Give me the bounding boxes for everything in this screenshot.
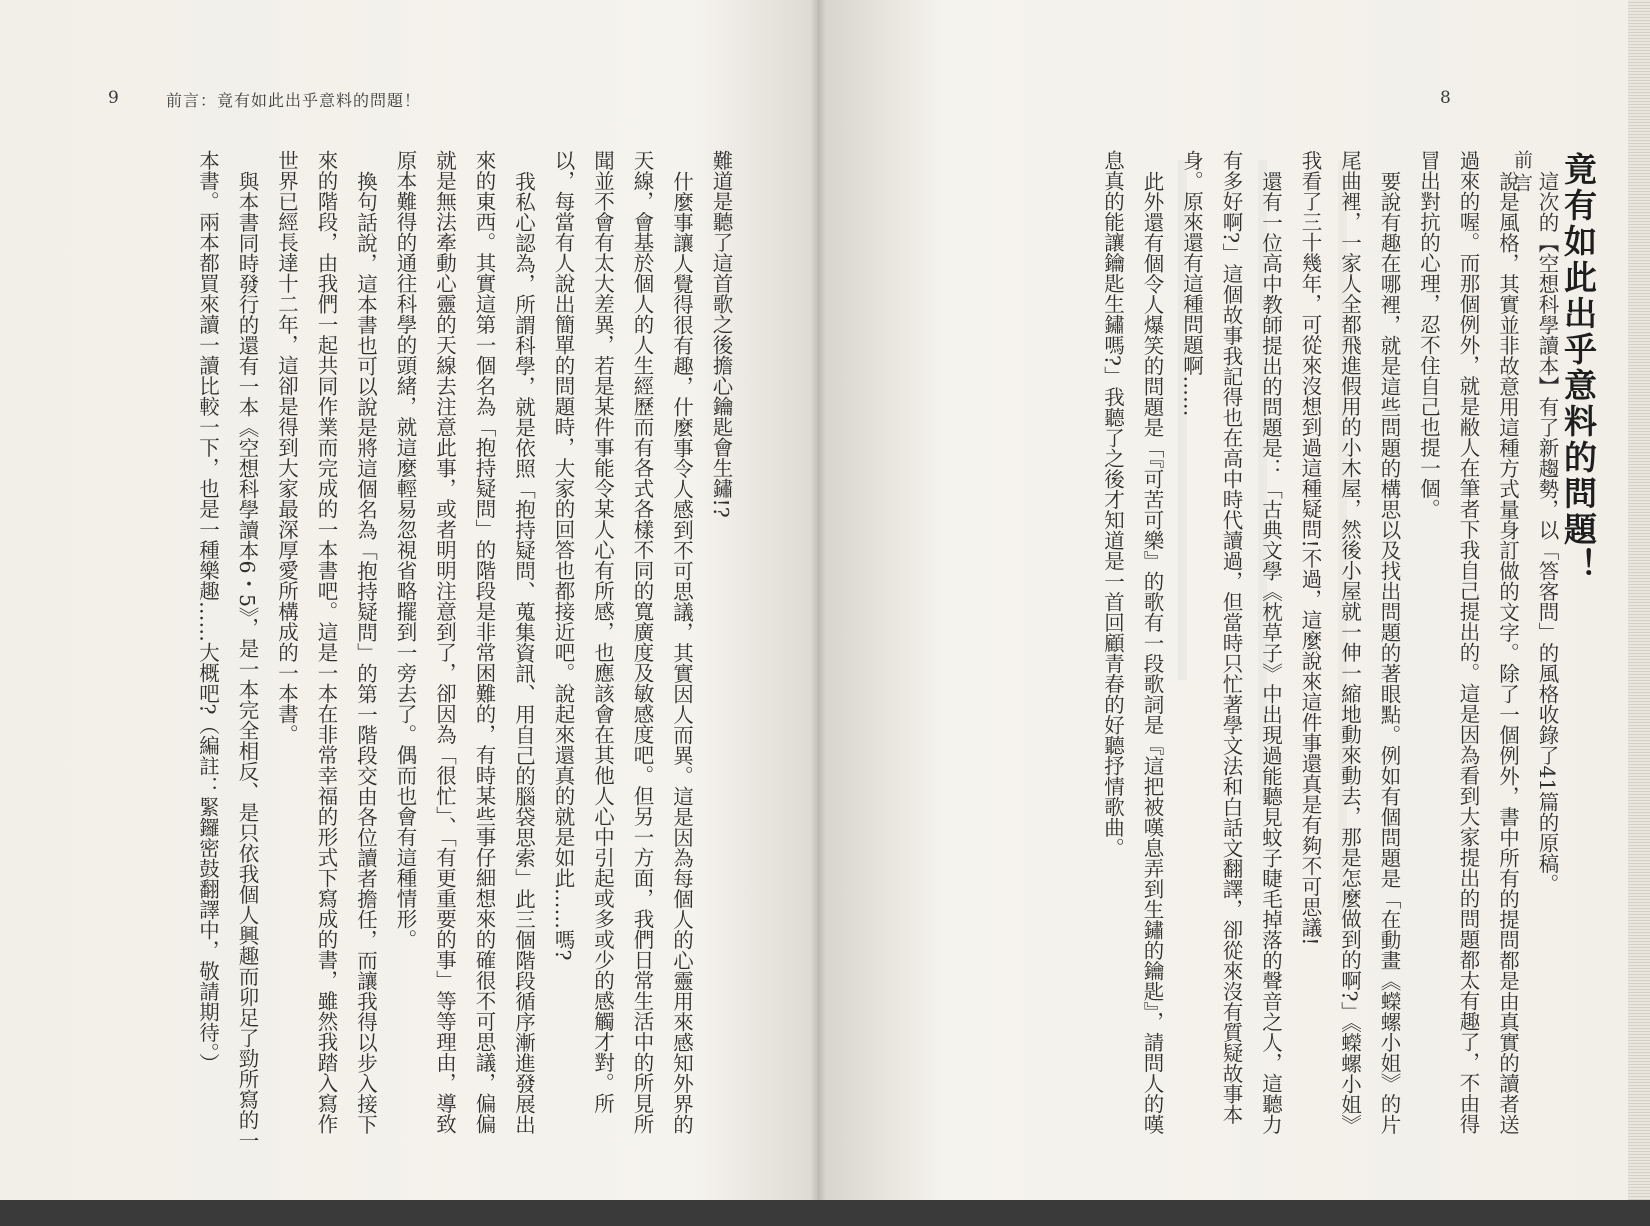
right-body-text	[946, 150, 1566, 1150]
left-paragraph-2: 什麼事讓人覺得很有趣，什麼事令人感到不可思議，其實因人而異。這是因為每個人的心靈用來感知外界的天線，會基於個人的人生經歷而有各式各樣不同的寬廣度及敏感度吧。但另一方面，我們日常生活中的所見所聞並不會有太大差異，若是某件事能令某人心有所感，也應該會在其他人心中引起或多或少的感觸才對。所以，每當有人說出簡單的問題時，大家的回答也都接近吧。說起來還真的就是如此……嗎?	[551, 150, 694, 1134]
left-paragraph-1: 難道是聽了這首歌之後擔心鑰匙會生鏽!?	[709, 150, 733, 518]
left-paragraph-5: 與本書同時發行的還有一本《空想科學讀本6・5》，是一本完全相反、是只依我個人興趣而卯足了勁所寫的一本書。兩本都買來讀一讀比較一下，也是一種樂趣……大概吧?（編註：緊鑼密鼓翻譯中，敬請期待。）	[195, 150, 259, 1150]
running-head: 前言：竟有如此出乎意料的問題！	[166, 91, 422, 110]
page-edge	[1628, 0, 1650, 1200]
right-paragraph-4: 還有一位高中教師提出的問題是：「古典文學《枕草子》中出現過能聽見蚊子睫毛掉落的聲音之人，這聽力有多好啊?」這個故事我記得也在高中時代讀過，但當時只忙著學文法和白話文翻譯，卻從來沒有質疑故事本身。原來還有這種問題啊……	[1179, 150, 1283, 1134]
book-gutter	[810, 0, 826, 1200]
left-paragraph-4: 換句話說，這本書也可以說是將這個名為「抱持疑問」的第一階段交由各位讀者擔任，而讓我得以步入接下來的階段，由我們一起共同作業而完成的一本書吧。這是一本在非常幸福的形式下寫成的書，雖然我踏入寫作世界已經長達十二年，這卻是得到大家最深厚愛所構成的一本書。	[274, 150, 378, 1134]
right-paragraph-3: 要說有趣在哪裡，就是這些問題的構思以及找出問題的著眼點。例如有個問題是「在動畫《蠑螺小姐》的片尾曲裡，一家人全都飛進假用的小木屋，然後小屋就一伸一縮地動來動去，那是怎麼做到的啊?」《蠑螺小姐》我看了三十幾年，可從來沒想到過這種疑問!不過，這麼說來這件事還真是有夠不可思議!	[1298, 150, 1401, 1135]
left-page	[0, 0, 818, 1200]
page-number-right: 8	[1440, 88, 1451, 108]
preface-label: 前言	[1511, 150, 1533, 196]
right-paragraph-5: 此外還有個令人爆笑的問題是「『可苦可樂』的歌有一段歌詞是『這把被嘆息弄到生鏽的鑰匙』，請問人的嘆息真的能讓鑰匙生鏽嗎?」我聽了之後才知道是一首回顧青春的好聽抒情歌曲。	[1100, 150, 1164, 1134]
left-paragraph-3: 我私心認為，所謂科學，就是依照「抱持疑問、蒐集資訊、用自己的腦袋思索」此三個階段循序漸進發展出來的東西。其實這第一個名為「抱持疑問」的階段是非常困難的，有時某些事仔細想來的確很不可思議，偏偏就是無法牽動心靈的天線去注意此事，或者明明注意到了，卻因為「很忙」、「有更重要的事」等等理由，導致原本難得的通往科學的頭緒，就這麼輕易忽視省略擺到一旁去了。偶而也會有這種情形。	[393, 150, 536, 1134]
right-paragraph-2: 說是風格，其實並非故意用這種方式量身訂做的文字。除了一個例外，書中所有的提問都是由真實的讀者送過來的喔。而那個例外，就是敝人在筆者下我自己提出的。這是因為看到大家提出的問題都太有趣了，不由得冒出對抗的心理，忍不住自己也提一個。	[1416, 150, 1520, 1134]
scan-background	[0, 1200, 1650, 1226]
left-body-text	[40, 150, 740, 1150]
right-paragraph-1: 這次的【空想科學讀本】有了新趨勢，以「答客問」的風格收錄了41篇的原稿。	[1535, 170, 1559, 894]
right-page	[818, 0, 1650, 1200]
page-number-left: 9	[108, 88, 119, 108]
chapter-title: 竟有如此出乎意料的問題！	[1559, 152, 1598, 584]
